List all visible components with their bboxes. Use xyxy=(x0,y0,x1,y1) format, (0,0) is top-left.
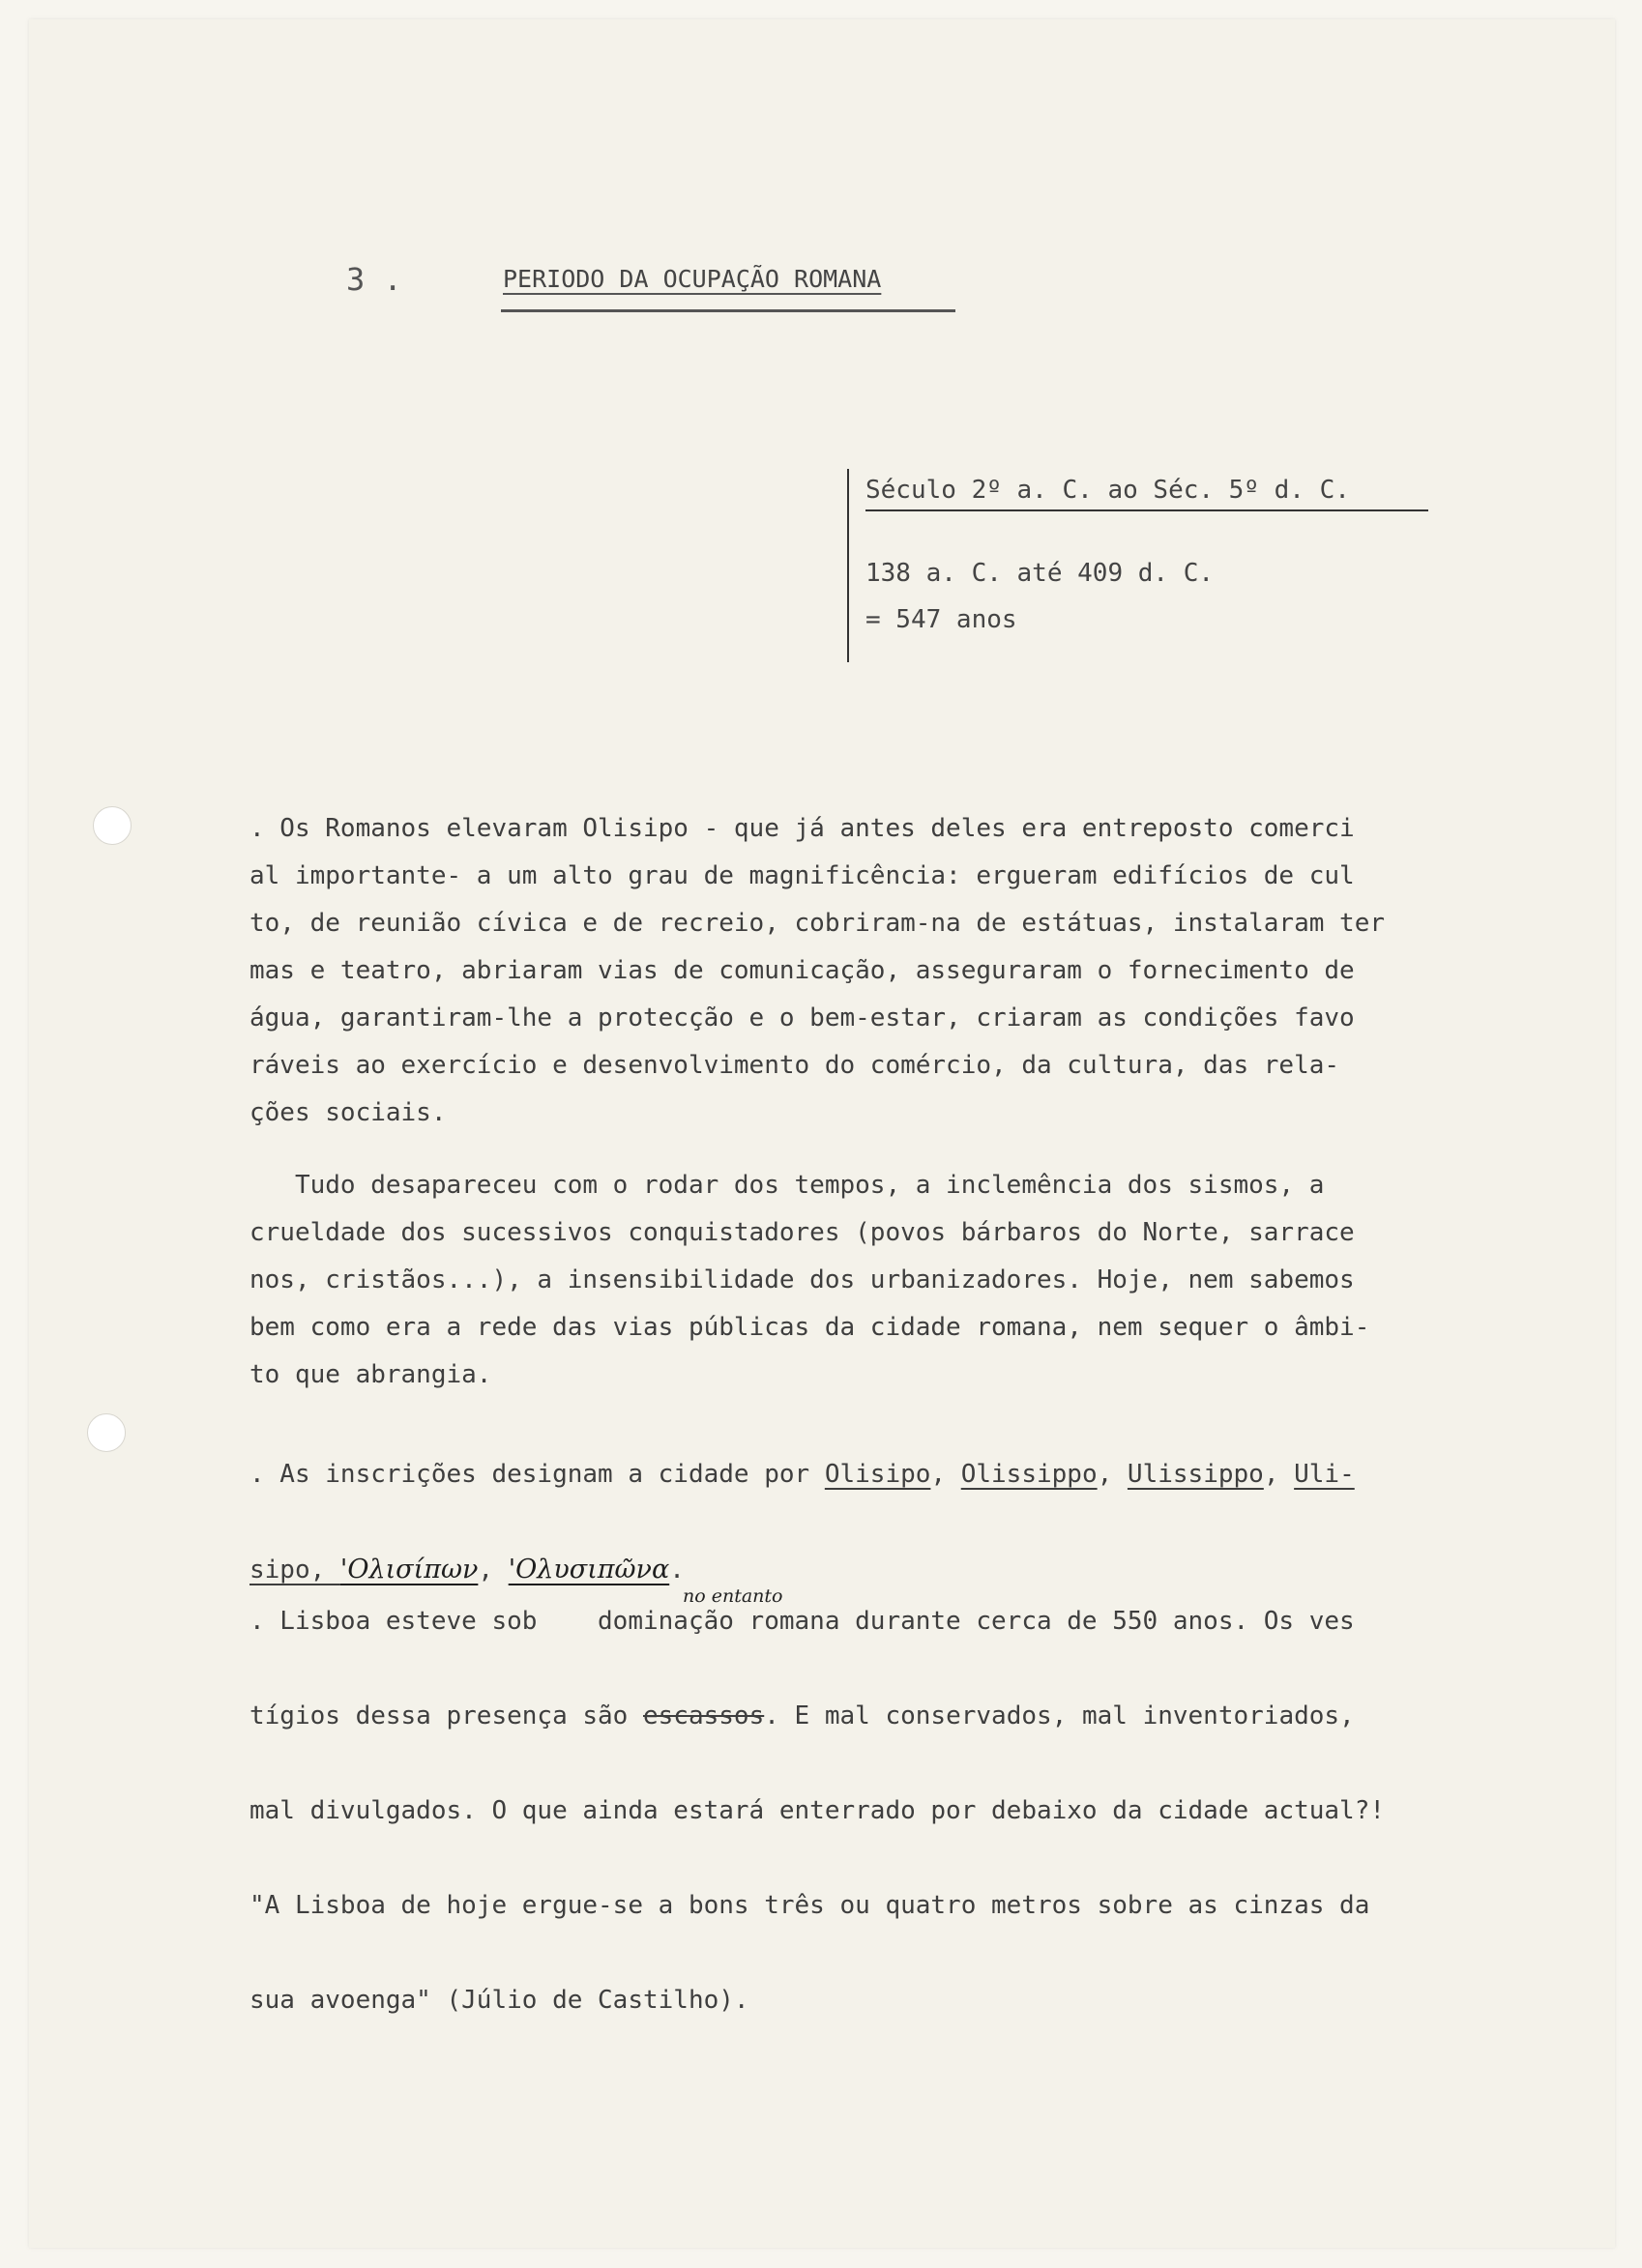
date-underline-rule xyxy=(865,509,1428,511)
paragraph-4 xyxy=(249,1551,1385,2072)
text-line: ções sociais. xyxy=(249,1098,447,1127)
text-line: bem como era a rede das vias públicas da cidade romana, nem sequer o âmbi- xyxy=(249,1313,1370,1342)
text-line: . Os Romanos elevaram Olisipo - que já antes deles era entreposto comerci xyxy=(249,814,1355,843)
text-line: "A Lisboa de hoje ergue-se a bons três ou quatro metros sobre as cinzas da xyxy=(249,1891,1370,1920)
date-range-centuries: Século 2º a. C. ao Séc. 5º d. C. xyxy=(865,476,1350,505)
struck-word: escassos xyxy=(643,1701,765,1730)
text-line: mal divulgados. O que ainda estará enterrado por debaixo da cidade actual?! xyxy=(249,1796,1385,1825)
place-name-ulisipo: Uli- xyxy=(1294,1460,1355,1489)
text-line: nos, cristãos...), a insensibilidade dos urbanizadores. Hoje, nem sabemos xyxy=(249,1265,1355,1294)
punch-hole-top xyxy=(93,806,132,845)
section-title: PERIODO DA OCUPAÇÃO ROMANA xyxy=(503,265,882,293)
text-line: al importante- a um alto grau de magnificência: ergueram edifícios de cul xyxy=(249,861,1355,890)
text-line: ráveis ao exercício e desenvolvimento do comércio, da cultura, das rela- xyxy=(249,1051,1340,1080)
section-number: 3 . xyxy=(346,261,402,298)
text-line: mas e teatro, abriaram vias de comunicação, asseguraram o fornecimento de xyxy=(249,956,1355,985)
handwritten-insertion: no entanto xyxy=(683,1585,783,1607)
text-line: . Lisboa esteve sob dominação romana durante cerca de 550 anos. Os ves xyxy=(249,1607,1355,1636)
date-box-rule xyxy=(847,469,849,662)
place-name-olisipo: Olisipo xyxy=(824,1460,931,1489)
text-line: Tudo desapareceu com o rodar dos tempos, a inclemência dos sismos, a xyxy=(249,1171,1325,1200)
text-line: . As inscrições designam a cidade por Olisipo, Olissippo, Ulissippo, Uli- xyxy=(249,1460,1355,1489)
text-line: to que abrangia. xyxy=(249,1360,492,1389)
text-line: tígios dessa presença são escassos. E mal conservados, mal inventoriados, xyxy=(249,1701,1355,1730)
greek-name-1: 'Ολισίπων xyxy=(339,1555,479,1585)
greek-name-2: 'Ολυσιπῶνα xyxy=(508,1555,670,1585)
date-range-years: 138 a. C. até 409 d. C. xyxy=(865,559,1215,588)
text-line: sipo, 'Ολισίπων, 'Ολυσιπῶνα. xyxy=(249,1555,685,1585)
paragraph-2 xyxy=(249,1115,1369,1446)
text-line: água, garantiram-lhe a protecção e o bem-estar, criaram as condições favo xyxy=(249,1003,1355,1032)
title-underline-rule xyxy=(501,309,955,312)
text-line: sua avoenga" (Júlio de Castilho). xyxy=(249,1986,749,2015)
place-name-olissippo: Olissippo xyxy=(960,1460,1098,1489)
text-line: crueldade dos sucessivos conquistadores (povos bárbaros do Norte, sarrace xyxy=(249,1218,1355,1247)
date-duration: = 547 anos xyxy=(865,605,1017,634)
text-line: to, de reunião cívica e de recreio, cobriram-na de estátuas, instalaram ter xyxy=(249,909,1385,938)
punch-hole-bottom xyxy=(87,1413,126,1452)
place-name-ulissippo: Ulissippo xyxy=(1127,1460,1264,1489)
